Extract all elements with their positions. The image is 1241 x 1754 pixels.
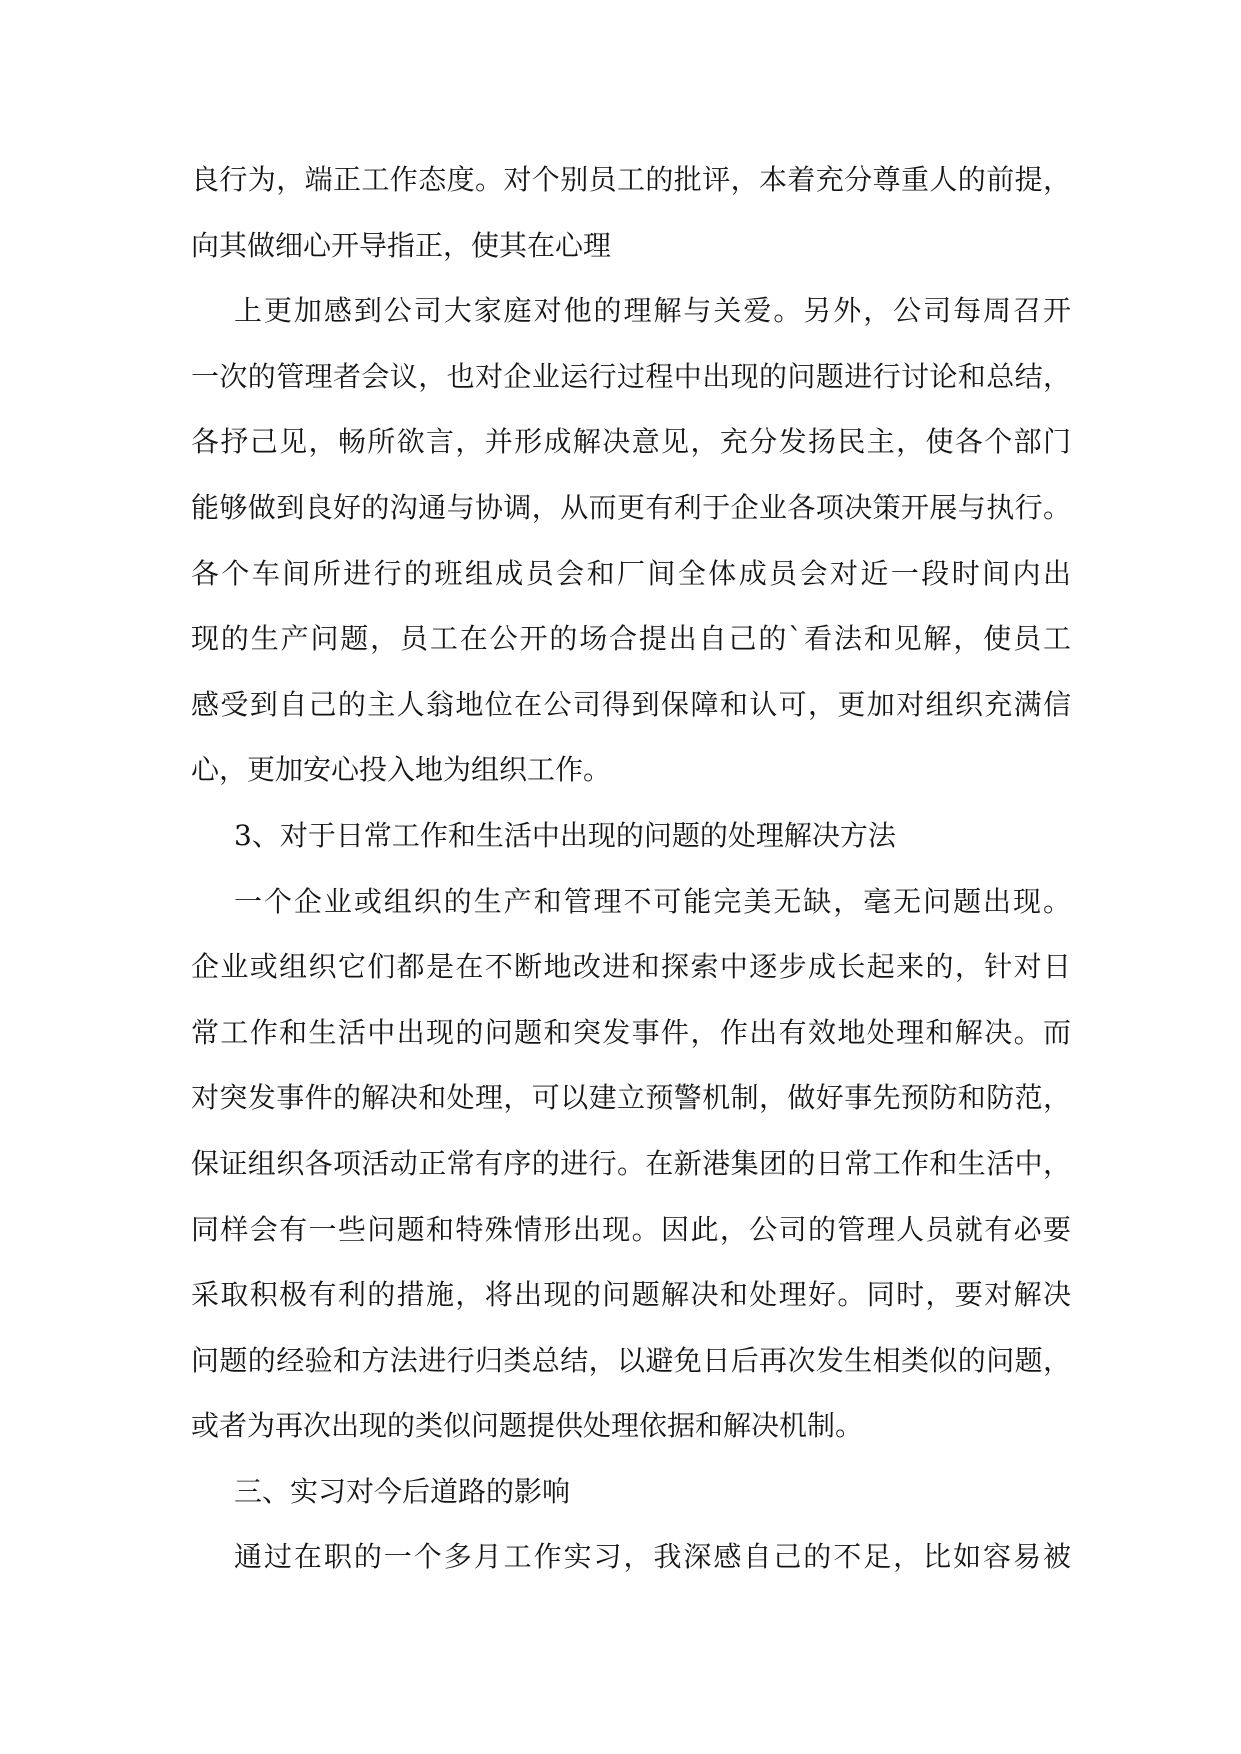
text-line: 或者为再次出现的类似问题提供处理依据和解决机制。 [191, 1409, 864, 1443]
text-line: 对突发事件的解决和处理，可以建立预警机制，做好事先预防和防范， [191, 1081, 1071, 1115]
text-line: 三、实习对今后道路的影响 [234, 1474, 571, 1508]
paragraph [191, 147, 1071, 278]
text-line: 能够做到良好的沟通与协调，从而更有利于企业各项决策开展与执行。 [191, 490, 1071, 524]
text-line: 心，更加安心投入地为组织工作。 [191, 753, 612, 787]
text-line: 企业或组织它们都是在不断地改进和探索中逐步成长起来的，针对日 [191, 950, 1071, 984]
text-line: 良行为，端正工作态度。对个别员工的批评，本着充分尊重人的前提， [191, 163, 1071, 196]
section-heading [191, 803, 1071, 869]
text-line: 通过在职的一个多月工作实习，我深感自己的不足，比如容易被 [234, 1540, 1071, 1574]
text-line: 同样会有一些问题和特殊情形出现。因此，公司的管理人员就有必要 [191, 1212, 1071, 1246]
text-line: 上更加感到公司大家庭对他的理解与关爱。另外，公司每周召开 [234, 294, 1071, 328]
section-heading [191, 1459, 1071, 1525]
text-line: 一次的管理者会议，也对企业运行过程中出现的问题进行讨论和总结， [191, 359, 1071, 393]
text-line: 常工作和生活中出现的问题和突发事件，作出有效地处理和解决。而 [191, 1015, 1071, 1049]
text-line: 采取积极有利的措施，将出现的问题解决和处理好。同时，要对解决 [191, 1278, 1071, 1312]
text-line: 各抒己见，畅所欲言，并形成解决意见，充分发扬民主，使各个部门 [191, 425, 1071, 459]
paragraph [191, 1524, 1071, 1590]
text-line: 问题的经验和方法进行归类总结，以避免日后再次发生相类似的问题， [191, 1343, 1071, 1377]
body-text [191, 147, 1071, 1590]
text-line: 3、对于日常工作和生活中出现的问题的处理解决方法 [234, 818, 896, 852]
text-line: 现的生产问题，员工在公开的场合提出自己的`看法和见解，使员工 [191, 622, 1071, 656]
text-line: 感受到自己的主人翁地位在公司得到保障和认可，更加对组织充满信 [191, 687, 1071, 721]
paragraph [191, 278, 1071, 803]
text-line: 向其做细心开导指正，使其在心理 [191, 228, 612, 262]
paragraph [191, 869, 1071, 1459]
text-line: 各个车间所进行的班组成员会和厂间全体成员会对近一段时间内出 [191, 556, 1071, 590]
text-line: 一个企业或组织的生产和管理不可能完美无缺，毫无问题出现。 [234, 884, 1071, 918]
text-line: 保证组织各项活动正常有序的进行。在新港集团的日常工作和生活中， [191, 1146, 1071, 1180]
